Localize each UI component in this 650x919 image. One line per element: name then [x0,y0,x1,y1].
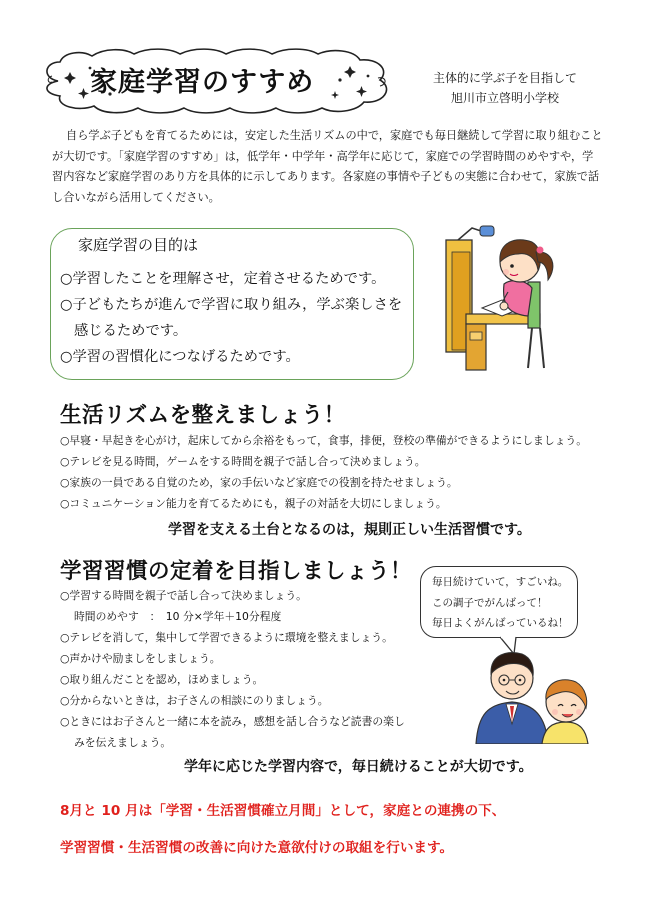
school-name: 旭川市立啓明小学校 [450,91,559,105]
bubble-line: 毎日よくがんばっているね！ [432,617,569,629]
footer-line-1: 8月と 10 月は「学習・生活習慣確立月間」として，家庭との連携の下、 [60,803,506,819]
purpose-list [60,266,412,370]
intro-paragraph: 自ら学ぶ子どもを育てるためには，安定した生活リズムの中で，家庭でも毎日継続して学習に取り組むことが大切です。「家庭学習のすすめ」は，低学年・中学年・高学年に応じて，家庭での学習時間のめやすや，学習内容など家庭学習のあり方を具体的に示してあります。各家庭の事情や子どもの実態に合わせて，家族で話し合いながら活用してください。 [52,129,603,204]
purpose-item: 感じるためです。 [74,323,188,339]
habit-time-guide: 時間のめやす ： 10 分×学年＋10分程度 [74,610,282,623]
habit-item: ○取り組んだことを認め，ほめましょう。 [60,673,264,686]
purpose-title: 家庭学習の目的は [78,236,199,254]
habit-item: ○学習する時間を親子で話し合って決めましょう。 [60,589,307,602]
rhythm-item: ○コミュニケーション能力を育てるためにも，親子の対話を大切にしましょう。 [60,497,447,510]
page-title: 家庭学習のすすめ [90,67,315,98]
subtitle: 主体的に学ぶ子を目指して [432,71,577,85]
rhythm-list [60,430,620,514]
purpose-item: ○学習したことを理解させ，定着させるためです。 [60,271,386,287]
footer-line-2: 学習習慣・生活習慣の改善に向けた意欲付けの取組を行います。 [60,840,454,856]
habit-item: ○分からないときは，お子さんの相談にのりましょう。 [60,694,329,707]
habit-item: みを伝えましょう。 [74,736,172,749]
rhythm-heading: 生活リズムを整えましょう！ [60,403,346,428]
school-block [420,68,590,108]
girl-studying-illustration [432,222,572,372]
rhythm-conclusion: 学習を支える土台となるのは，規則正しい生活習慣です。 [168,522,531,538]
habit-item: ○ときにはお子さんと一緒に本を読み，感想を話し合うなど読書の楽し [60,715,405,728]
rhythm-item: ○家族の一員である自覚のため，家の手伝いなど家庭での役割を持たせましょう。 [60,476,458,489]
rhythm-item: ○テレビを見る時間，ゲームをする時間を親子で話し合って決めましょう。 [60,455,426,468]
habit-item: ○テレビを消して，集中して学習できるように環境を整えましょう。 [60,631,393,644]
purpose-item: ○子どもたちが進んで学習に取り組み，学ぶ楽しさを [60,297,403,313]
father-child-illustration [472,644,590,744]
speech-bubble-text [432,572,569,634]
purpose-item: ○学習の習慣化につなげるためです。 [60,349,300,365]
rhythm-item: ○早寝・早起きを心がけ，起床してから余裕をもって，食事，排便，登校の準備ができるようにしましょう。 [60,434,588,447]
habit-conclusion: 学年に応じた学習内容で，毎日続けることが大切です。 [184,759,533,775]
habit-list [60,585,420,753]
bubble-line: 毎日続けていて，すごいね。 [432,576,569,588]
habit-item: ○声かけや励ましをしましょう。 [60,652,221,665]
habit-heading: 学習習慣の定着を目指しましょう！ [60,559,413,584]
bubble-line: この調子でがんばって！ [432,596,548,609]
